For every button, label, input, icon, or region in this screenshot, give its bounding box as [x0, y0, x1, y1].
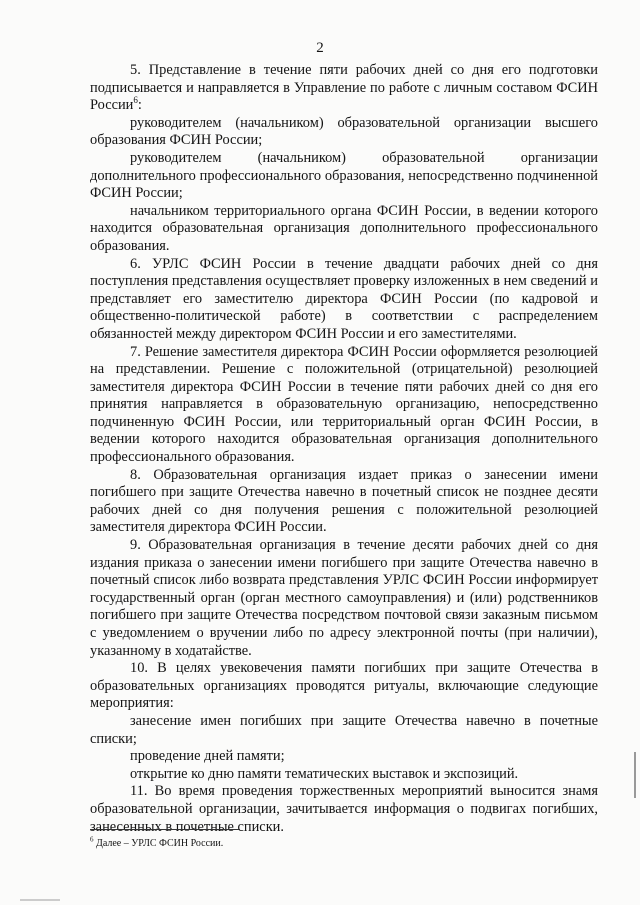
scan-edge-mark [634, 752, 636, 798]
list-item: руководителем (начальником) образовательной организации высшего образования ФСИН России; [90, 114, 598, 149]
paragraph-9: 9. Образовательная организация в течение десяти рабочих дней со дня издания приказа о занесении имени погибшего при защите Отечества навечно в почетный список либо возврата представления УРЛС ФСИН России информирует государственный орган (орган местного самоуправления) и (или) родственников погибшего при защите Отечества посредством почтовой связи заказным письмом с уведомлением о вручении либо по адресу электронной почты (при наличии), указанному в ходатайстве. [90, 537, 598, 659]
paragraph-5: 5. Представление в течение пяти рабочих дней со дня его подготовки подписывается и направляется в Управление по работе с личным составом ФСИН России$^6$: [90, 62, 598, 114]
list-item: открытие ко дню памяти тематических выставок и экспозиций. [130, 765, 519, 782]
footnote-divider [90, 829, 240, 830]
footnote-ref[interactable]: 6 [133, 95, 138, 106]
footnote-number: 6 [90, 835, 94, 844]
list-item: занесение имен погибших при защите Отечества навечно в почетные списки; [90, 712, 598, 747]
paragraph-10: 10. В целях увековечения памяти погибших при защите Отечества в образовательных организациях проводятся ритуалы, включающие следующие мероприятия: [90, 660, 598, 712]
footnote [90, 835, 598, 850]
list-item: проведение дней памяти; [130, 748, 285, 765]
document-body [90, 62, 598, 836]
scan-artifact [20, 899, 60, 901]
page-number: 2 [316, 40, 324, 56]
list-item: руководителем (начальником) образовательной организации дополнительного профессионального образования, непосредственно подчиненной ФСИН России; [90, 149, 598, 202]
paragraph-6: 6. УРЛС ФСИН России в течение двадцати рабочих дней со дня поступления представления осуществляет проверку изложенных в нем сведений и представляет его заместителю директора ФСИН России (по кадровой и общественно-политической работе) в соответствии с распределением обязанностей между директором ФСИН России и его заместителями. [90, 255, 598, 342]
paragraph-11: 11. Во время проведения торжественных мероприятий выносится знамя образовательной организации, зачитывается информация о подвигах погибших, занесенных в почетные списки. [90, 783, 598, 835]
list-item: начальником территориального органа ФСИН России, в ведении которого находится образовательная организация дополнительного профессионального образования. [90, 202, 598, 254]
paragraph-7: 7. Решение заместителя директора ФСИН России оформляется резолюцией на представлении. Решение с положительной (отрицательной) резолюцией заместителя директора ФСИН России в течение пяти рабочих дней со дня его принятия направляется в образовательную организацию, непосредственно подчиненную ФСИН России, или территориальный орган ФСИН России, в ведении которого находится образовательная организация дополнительного профессионального образования. [90, 343, 598, 466]
paragraph-8: 8. Образовательная организация издает приказ о занесении имени погибшего при защите Отечества навечно в почетный список не позднее десяти рабочих дней со дня получения решения с положительной резолюцией заместителя директора ФСИН России. [90, 466, 598, 536]
footnote-text: Далее – УРЛС ФСИН России. [93, 838, 224, 849]
